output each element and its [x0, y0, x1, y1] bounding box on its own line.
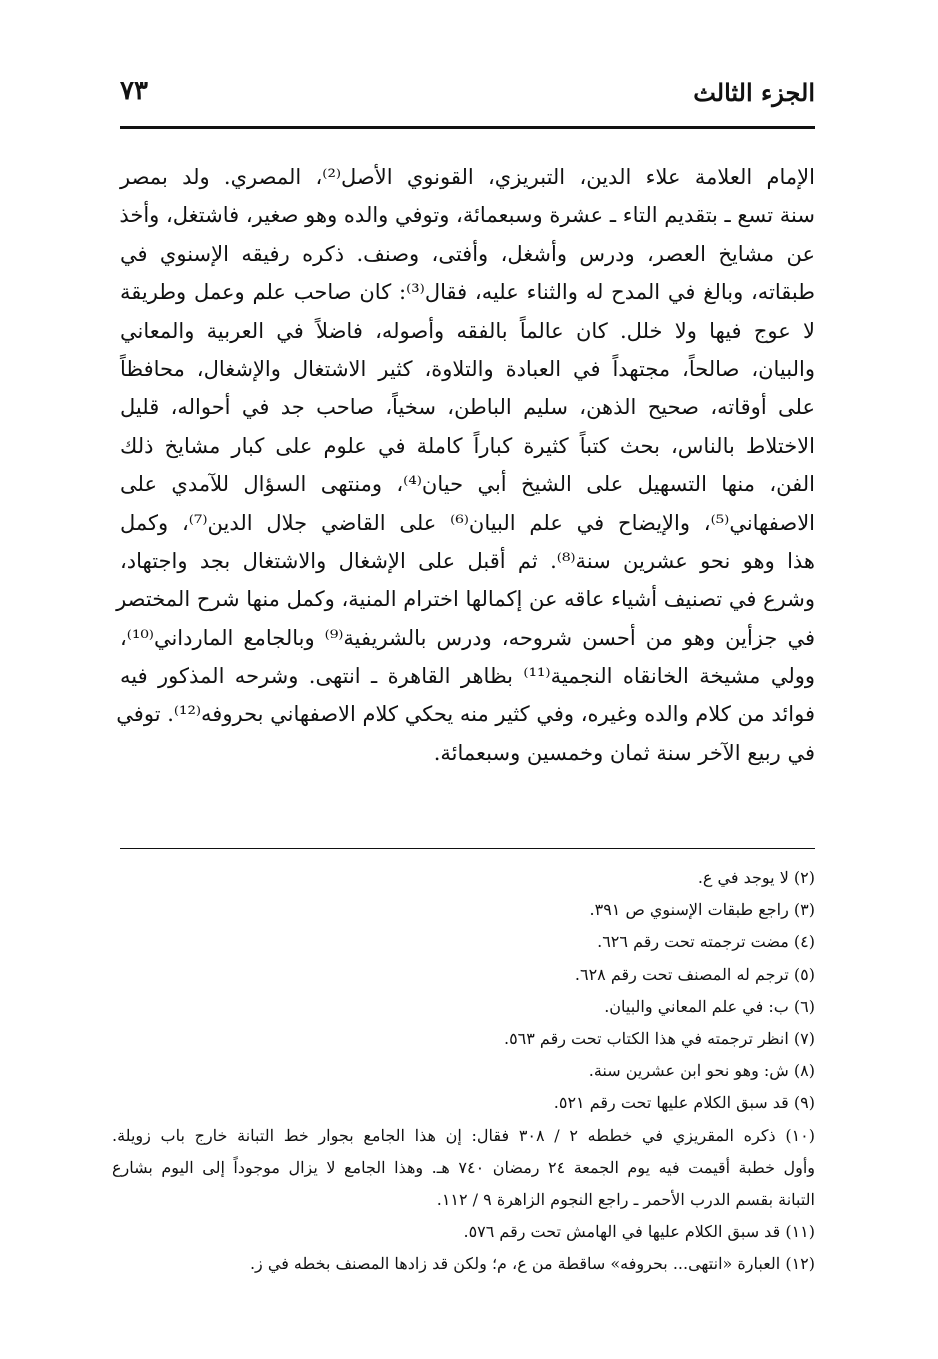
text-line: فوائد من كلام والده وغيره، وفي كثير منه يحكي كلام الاصفهاني بحروفه⁽¹²⁾. توفي — [116, 702, 815, 727]
footnote: (٦) ب: في علم المعاني والبيان. — [604, 996, 815, 1016]
footnote: (٧) انظر ترجمته في هذا الكتاب تحت رقم ٥٦٣. — [503, 1028, 815, 1048]
text-line: الإمام العلامة علاء الدين، التبريزي، القونوي الأصل⁽²⁾، المصري. ولد بمصر — [120, 165, 815, 189]
text-line: في ربيع الآخر سنة ثمان وخمسين وسبعمائة. — [433, 740, 815, 765]
footnote: (٥) ترجم له المصنف تحت رقم ٦٢٨. — [574, 964, 815, 984]
footnote-continuation: التبانة بقسم الدرب الأحمر ـ راجع النجوم الزاهرة ٩ / ١١٢. — [436, 1189, 815, 1209]
header-rule — [120, 126, 815, 129]
footnote-continuation: وأول خطبة أقيمت فيه يوم الجمعة ٢٤ رمضان ٧٤٠ هـ. وهذا الجامع لا يزال موجوداً إلى اليوم بشارع — [112, 1157, 816, 1177]
text-line: سنة تسع ـ بتقديم التاء ـ عشرة وسبعمائة، وتوفي والده وهو صغير، فاشتغل، وأخذ — [119, 203, 815, 228]
text-line: الفن، منها التسهيل على الشيخ أبي حيان⁽⁴⁾، ومنتهى السؤال للآمدي على — [120, 472, 815, 497]
text-line: طبقاته، وبالغ في المدح له والثناء عليه، فقال⁽³⁾: كان صاحب علم وعمل وطريقة — [120, 280, 815, 305]
text-line: عن مشايخ العصر، ودرس وأشغل، وأفتى، وصنف. ذكره رفيقه الإسنوي في — [120, 241, 815, 266]
footnote: (١٢) العبارة «انتهى... بحروفه» ساقطة من ع، م؛ ولكن قد زادها المصنف بخطه في ز. — [249, 1254, 815, 1274]
footnote: (٤) مضت ترجمته تحت رقم ٦٢٦. — [597, 932, 815, 952]
text-line: في جزأين وهو من أحسن شروحه، ودرس بالشريفية⁽⁹⁾ وبالجامع المارداني⁽¹⁰⁾، — [120, 625, 815, 650]
footnote: (١٠) ذكره المقريزي في خططه ٢ / ٣٠٨ فقال: إن هذا الجامع بجوار خط التبانة خارج باب زويلة. — [112, 1125, 816, 1145]
page-number: ٧٣ — [120, 76, 148, 106]
footnote: (١١) قد سبق الكلام عليها في الهامش تحت رقم ٥٧٦. — [463, 1222, 815, 1242]
page-header — [120, 74, 815, 116]
text-line: الاصفهاني⁽⁵⁾، والإيضاح في علم البيان⁽⁶⁾ على القاضي جلال الدين⁽⁷⁾، وكمل — [120, 510, 816, 535]
text-line: والبيان، صالحاً، مجتهداً في العبادة والتلاوة، كثير الاشتغال والإشغال، محافظاً — [120, 356, 815, 381]
footnote-rule — [120, 848, 815, 849]
footnote: (٩) قد سبق الكلام عليها تحت رقم ٥٢١. — [553, 1093, 815, 1113]
text-line: وشرع في تصنيف أشياء عاقه عن إكمالها اخترام المنية، وكمل منها شرح المختصر — [116, 587, 815, 612]
running-title: الجزء الثالث — [693, 78, 815, 107]
footnote: (٨) ش: وهو نحو ابن عشرين سنة. — [588, 1061, 815, 1081]
footnote: (٣) راجع طبقات الإسنوي ص ٣٩١. — [589, 900, 815, 920]
text-line: وولي مشيخة الخانقاه النجمية⁽¹¹⁾ بظاهر القاهرة ـ انتهى. وشرحه المذكور فيه — [120, 664, 815, 689]
footnotes — [112, 862, 815, 1280]
text-line: الاختلاط بالناس، بحث كتباً كثيرة كباراً كاملة في علوم على كبار مشايخ ذلك — [120, 433, 815, 458]
main-text — [116, 158, 816, 772]
text-line: على أوقاته، صحيح الذهن، سليم الباطن، سخياً، صاحب جد في أحواله، قليل — [120, 395, 815, 420]
text-line: لا عوج فيها ولا خلل. كان عالماً بالفقه وأصوله، فاضلاً في العربية والمعاني — [120, 318, 815, 343]
text-line: هذا وهو نحو عشرين سنة⁽⁸⁾. ثم أقبل على الإشغال والاشتغال بجد واجتهاد، — [120, 548, 815, 573]
footnote: (٢) لا يوجد في ع. — [697, 868, 815, 887]
